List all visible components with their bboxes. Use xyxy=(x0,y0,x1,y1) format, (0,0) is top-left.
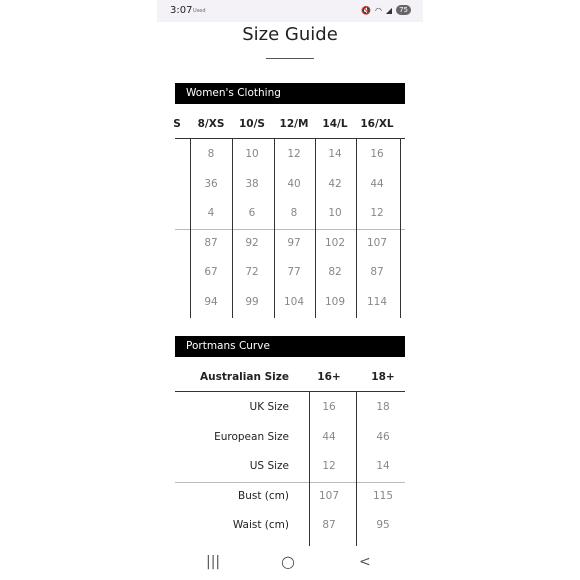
curve-table-cell: 46 xyxy=(376,431,390,443)
page-title: Size Guide xyxy=(242,24,338,45)
womens-table-cell: 8 xyxy=(290,207,298,219)
system-nav-bar xyxy=(157,546,423,580)
womens-table-cell: 44 xyxy=(370,178,384,190)
womens-header-rule xyxy=(175,138,405,139)
womens-table-cell: 102 xyxy=(324,237,346,249)
curve-section-heading: Portmans Curve xyxy=(175,336,405,357)
womens-column-divider xyxy=(232,139,233,318)
recents-button[interactable]: ||| xyxy=(206,554,221,570)
curve-row-label: UK Size xyxy=(249,401,289,413)
curve-table-cell: 14 xyxy=(376,460,390,472)
status-used-label: Used xyxy=(193,8,206,14)
womens-column-header: 8/XS xyxy=(197,118,225,130)
phone-screen xyxy=(157,0,423,580)
womens-column-divider xyxy=(400,139,401,318)
curve-table-cell: 107 xyxy=(318,490,340,502)
curve-table-cell: 18 xyxy=(376,401,390,413)
womens-table-cell: 87 xyxy=(370,266,384,278)
wifi-icon: ◠ xyxy=(374,5,382,15)
womens-table-cell: 14 xyxy=(328,148,342,160)
curve-table-cell: 95 xyxy=(376,519,390,531)
womens-column-divider xyxy=(190,139,191,318)
womens-table-cell: 4 xyxy=(207,207,215,219)
womens-column-header: 10/S xyxy=(238,118,265,130)
status-icons xyxy=(361,5,411,15)
womens-table-cell: 67 xyxy=(204,266,218,278)
womens-table-cell: 114 xyxy=(366,296,388,308)
womens-table-cell: 12 xyxy=(370,207,384,219)
womens-table-cell: 10 xyxy=(245,148,259,160)
womens-section-heading: Women's Clothing xyxy=(175,83,405,104)
womens-table-cell: 92 xyxy=(245,237,259,249)
status-bar xyxy=(157,0,423,22)
curve-row-label: Waist (cm) xyxy=(232,519,289,531)
curve-column-divider xyxy=(356,392,357,546)
womens-table-cell: 8 xyxy=(207,148,215,160)
curve-table-cell: 87 xyxy=(322,519,336,531)
womens-column-header: S xyxy=(173,118,181,130)
home-button[interactable]: ○ xyxy=(281,552,295,571)
curve-row-label: US Size xyxy=(249,460,289,472)
womens-table-cell: 72 xyxy=(245,266,259,278)
womens-table-cell: 97 xyxy=(287,237,301,249)
womens-column-header: 16/XL xyxy=(360,118,394,130)
womens-column-header: 14/L xyxy=(322,118,348,130)
womens-table-cell: 16 xyxy=(370,148,384,160)
womens-table-cell: 77 xyxy=(287,266,301,278)
curve-table-cell: 44 xyxy=(322,431,336,443)
womens-table-cell: 94 xyxy=(204,296,218,308)
curve-column-header: 16+ xyxy=(317,371,341,383)
status-time: 3:07 xyxy=(170,5,193,16)
womens-table-cell: 99 xyxy=(245,296,259,308)
womens-table-cell: 104 xyxy=(283,296,305,308)
womens-table-cell: 6 xyxy=(248,207,256,219)
womens-table-cell: 87 xyxy=(204,237,218,249)
womens-column-header: 12/M xyxy=(279,118,309,130)
curve-group-rule xyxy=(175,482,405,483)
womens-table-cell: 38 xyxy=(245,178,259,190)
womens-column-divider xyxy=(274,139,275,318)
signal-icon: ◢ xyxy=(385,5,393,15)
womens-table-cell: 40 xyxy=(287,178,301,190)
curve-header-label: Australian Size xyxy=(200,371,289,383)
womens-table-cell: 12 xyxy=(287,148,301,160)
title-divider xyxy=(266,58,314,59)
back-button[interactable]: < xyxy=(359,554,371,570)
curve-column-header: 18+ xyxy=(371,371,395,383)
curve-row-label: Bust (cm) xyxy=(238,490,289,502)
womens-table-cell: 109 xyxy=(324,296,346,308)
womens-table-cell: 10 xyxy=(328,207,342,219)
womens-table-cell: 36 xyxy=(204,178,218,190)
curve-header-rule xyxy=(175,391,405,392)
curve-row-label: European Size xyxy=(214,431,289,443)
curve-table-cell: 16 xyxy=(322,401,336,413)
curve-table-cell: 12 xyxy=(322,460,336,472)
womens-column-divider xyxy=(315,139,316,318)
curve-table-cell: 115 xyxy=(372,490,394,502)
womens-table-cell: 82 xyxy=(328,266,342,278)
mute-icon: 🔇 xyxy=(360,5,371,15)
womens-table-cell: 107 xyxy=(366,237,388,249)
womens-group-rule xyxy=(175,229,405,230)
womens-table-cell: 42 xyxy=(328,178,342,190)
battery-icon: 75 xyxy=(396,5,411,15)
womens-column-divider xyxy=(356,139,357,318)
